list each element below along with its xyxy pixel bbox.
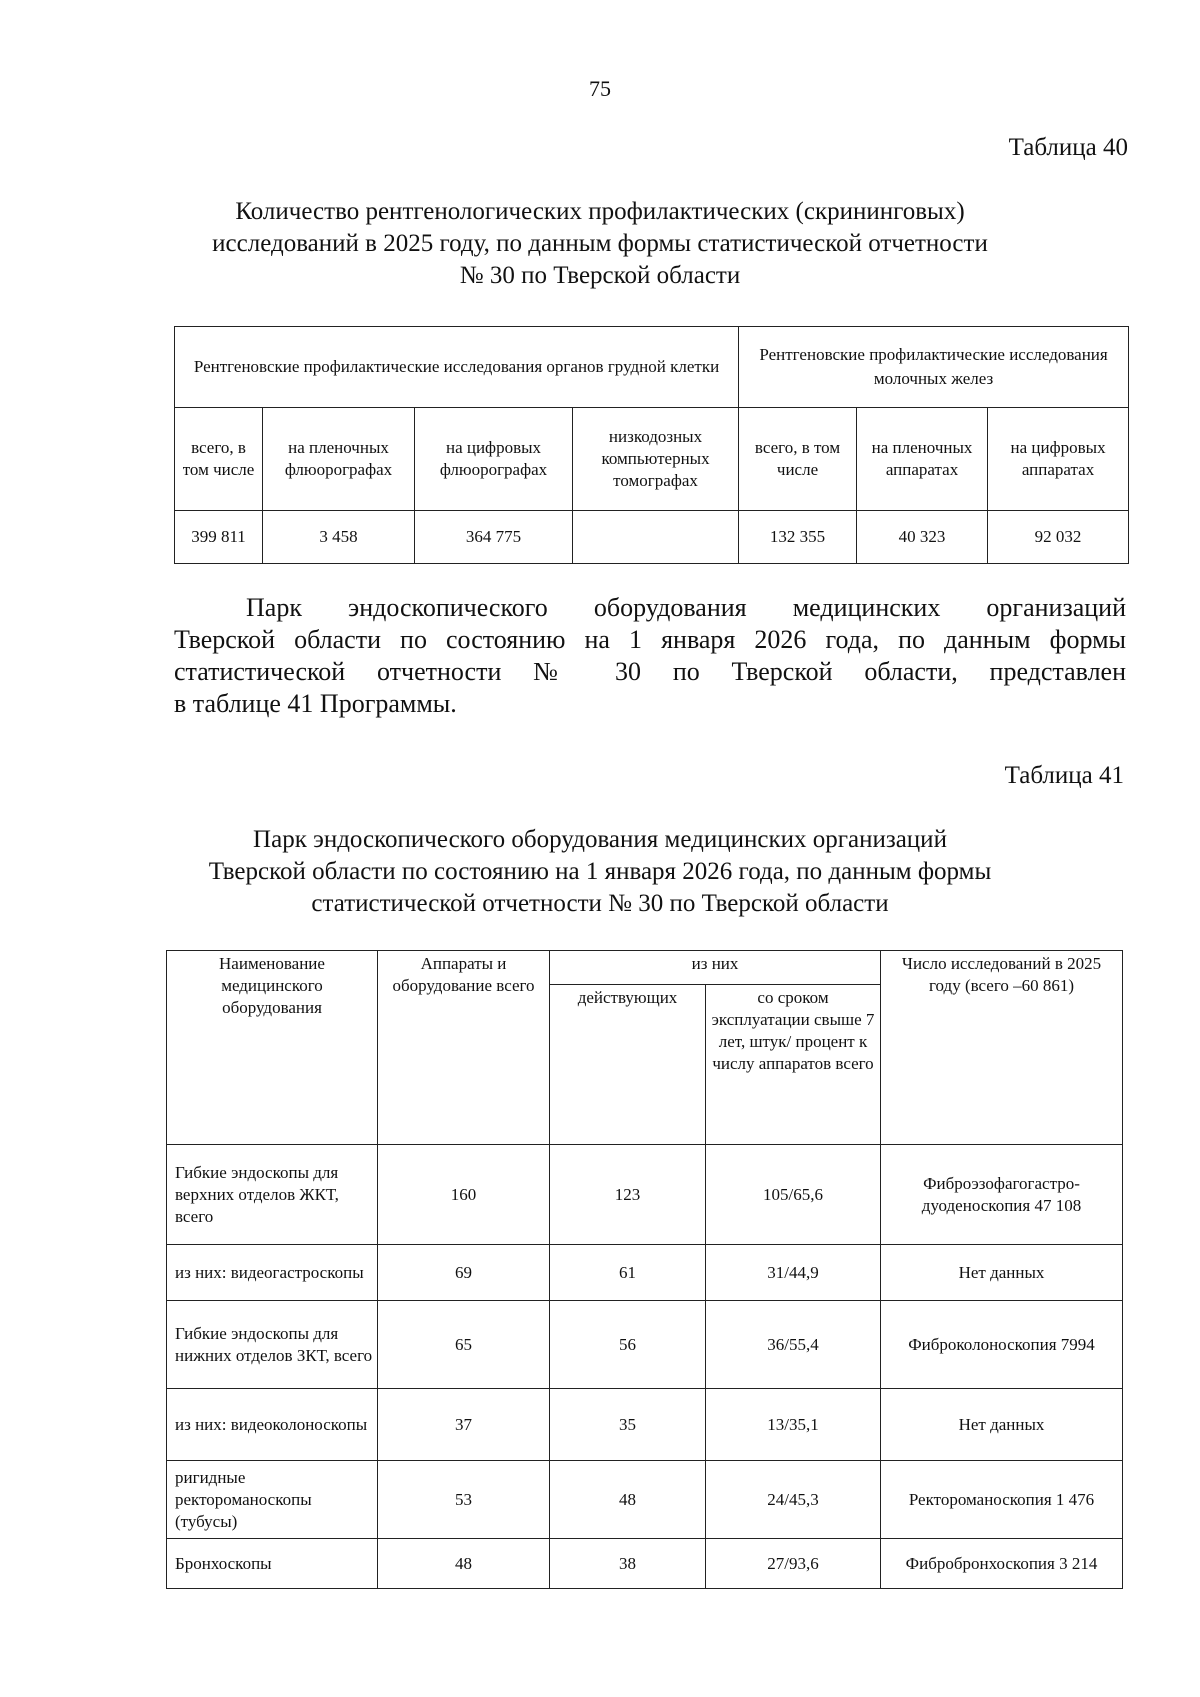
- column-header: на пленочных аппаратах: [857, 408, 988, 511]
- header-total: Аппараты и оборудование всего: [378, 951, 550, 1145]
- paragraph-line: в таблице 41 Программы.: [174, 689, 457, 718]
- table-41-label: Таблица 41: [1004, 762, 1124, 789]
- equipment-total: 37: [378, 1389, 550, 1461]
- paragraph-line: Парк эндоскопического оборудования медицинских организаций: [246, 593, 1126, 622]
- equipment-working: 56: [550, 1301, 706, 1389]
- table-row: [167, 1461, 1123, 1539]
- header-name: Наименование медицинского оборудования: [167, 951, 378, 1145]
- table-cell: 364 775: [415, 511, 573, 564]
- column-header: на пленочных флюорографах: [263, 408, 415, 511]
- page-number: 75: [589, 76, 611, 101]
- chest-group-header: Рентгеновские профилактические исследования органов грудной клетки: [175, 327, 739, 408]
- equipment-over7: 31/44,9: [706, 1245, 881, 1301]
- table-row: [167, 1145, 1123, 1245]
- table-40-title: [150, 196, 1050, 292]
- table-cell: [573, 511, 739, 564]
- table-41: [166, 950, 1123, 1589]
- equipment-studies: Фиброколоноскопия 7994: [881, 1301, 1123, 1389]
- equipment-total: 53: [378, 1461, 550, 1539]
- table-41-title-line: статистической отчетности № 30 по Тверской области: [311, 890, 889, 917]
- equipment-over7: 24/45,3: [706, 1461, 881, 1539]
- equipment-total: 69: [378, 1245, 550, 1301]
- table-cell: 40 323: [857, 511, 988, 564]
- column-header: на цифровых флюорографах: [415, 408, 573, 511]
- table-row: [167, 1245, 1123, 1301]
- column-header: на цифровых аппаратах: [988, 408, 1129, 511]
- table-40: [174, 326, 1129, 564]
- breast-group-header: Рентгеновские профилактические исследования молочных желез: [739, 327, 1129, 408]
- column-header: низкодозных компьютерных томографах: [573, 408, 739, 511]
- equipment-total: 48: [378, 1539, 550, 1589]
- table-row: [167, 1301, 1123, 1389]
- equipment-studies: Фибробронхоскопия 3 214: [881, 1539, 1123, 1589]
- equipment-over7: 27/93,6: [706, 1539, 881, 1589]
- equipment-studies: Фиброэзофагогастро-дуоденоскопия 47 108: [881, 1145, 1123, 1245]
- table-cell: 399 811: [175, 511, 263, 564]
- equipment-studies: Ректороманоскопия 1 476: [881, 1461, 1123, 1539]
- table-40-title-line: Количество рентгенологических профилактических (скрининговых): [235, 198, 965, 225]
- table-40-title-line: исследований в 2025 году, по данным формы статистической отчетности: [212, 230, 988, 257]
- equipment-total: 65: [378, 1301, 550, 1389]
- body-paragraph: [174, 592, 1126, 720]
- equipment-working: 38: [550, 1539, 706, 1589]
- table-row: [167, 1389, 1123, 1461]
- equipment-name: Гибкие эндоскопы для верхних отделов ЖКТ, всего: [167, 1145, 378, 1245]
- equipment-name: ригидные ректороманоскопы (тубусы): [167, 1461, 378, 1539]
- equipment-studies: Нет данных: [881, 1245, 1123, 1301]
- equipment-total: 160: [378, 1145, 550, 1245]
- table-40-title-line: № 30 по Тверской области: [459, 262, 741, 289]
- equipment-working: 61: [550, 1245, 706, 1301]
- table-cell: 92 032: [988, 511, 1129, 564]
- table-cell: 132 355: [739, 511, 857, 564]
- equipment-studies: Нет данных: [881, 1389, 1123, 1461]
- table-41-title-line: Тверской области по состоянию на 1 января 2026 года, по данным формы: [208, 858, 992, 885]
- column-header: всего, в том числе: [175, 408, 263, 511]
- equipment-name: Гибкие эндоскопы для нижних отделов ЗКТ, всего: [167, 1301, 378, 1389]
- table-40-label: Таблица 40: [1008, 134, 1128, 161]
- table-row: [167, 1539, 1123, 1589]
- equipment-over7: 105/65,6: [706, 1145, 881, 1245]
- table-cell: 3 458: [263, 511, 415, 564]
- equipment-over7: 36/55,4: [706, 1301, 881, 1389]
- header-of-them: из них: [550, 951, 881, 985]
- column-header: всего, в том числе: [739, 408, 857, 511]
- header-over7: со сроком эксплуатации свыше 7 лет, штук/ процент к числу аппаратов всего: [706, 985, 881, 1145]
- equipment-working: 123: [550, 1145, 706, 1245]
- table-41-title-line: Парк эндоскопического оборудования медицинских организаций: [253, 826, 947, 853]
- paragraph-line: статистической отчетности № 30 по Тверской области, представлен: [174, 657, 1126, 686]
- equipment-over7: 13/35,1: [706, 1389, 881, 1461]
- equipment-working: 48: [550, 1461, 706, 1539]
- table-41-title: [150, 824, 1050, 920]
- equipment-working: 35: [550, 1389, 706, 1461]
- equipment-name: из них: видеоколоноскопы: [167, 1389, 378, 1461]
- header-studies: Число исследований в 2025 году (всего –60 861): [881, 951, 1123, 1145]
- equipment-name: из них: видеогастроскопы: [167, 1245, 378, 1301]
- header-working: действующих: [550, 985, 706, 1145]
- equipment-name: Бронхоскопы: [167, 1539, 378, 1589]
- paragraph-line: Тверской области по состоянию на 1 января 2026 года, по данным формы: [174, 625, 1126, 654]
